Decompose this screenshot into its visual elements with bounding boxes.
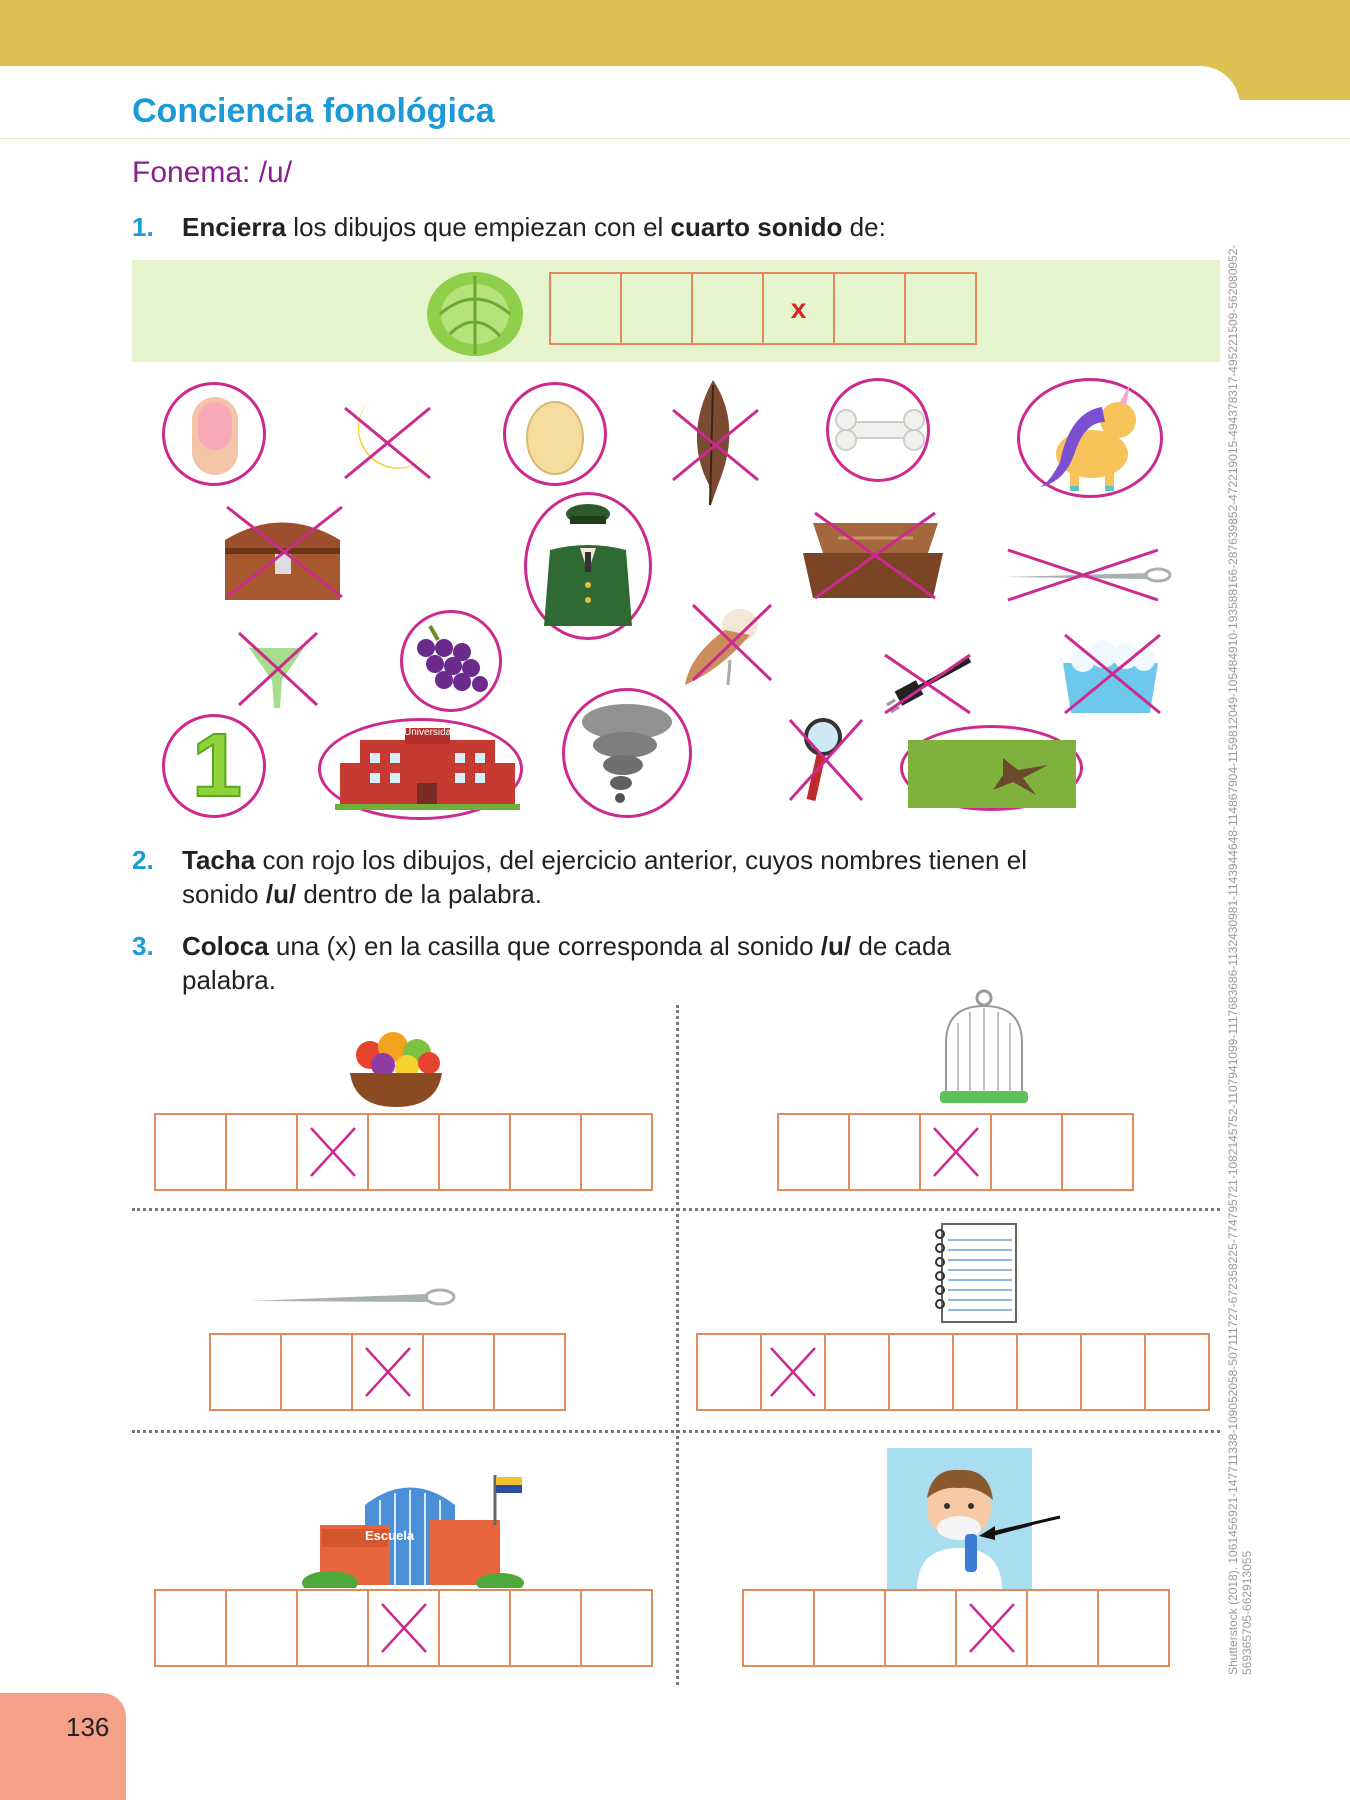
x-mark <box>303 1120 363 1184</box>
letter-box[interactable] <box>1026 1589 1099 1667</box>
letter-box[interactable] <box>1144 1333 1210 1411</box>
fingernail-icon <box>180 392 250 477</box>
letter-box[interactable] <box>154 1589 227 1667</box>
school-label: Escuela <box>365 1528 415 1543</box>
image-credit-line-2: 569365705-662913055 <box>1240 1550 1254 1675</box>
arrow-icon <box>975 1512 1065 1542</box>
letter-box-marked[interactable] <box>760 1333 826 1411</box>
letter-box[interactable] <box>422 1333 495 1411</box>
letter-box[interactable] <box>493 1333 566 1411</box>
unicorn-icon <box>1030 382 1150 497</box>
letter-box[interactable] <box>1080 1333 1146 1411</box>
exercise-3-bold: /u/ <box>820 931 852 961</box>
word-boxes-school <box>154 1589 653 1667</box>
egg-icon <box>522 394 588 476</box>
letter-box[interactable] <box>367 1113 440 1191</box>
exercise-2-text-a: con rojo los dibujos, del ejercicio anterior, cuyos nombres tienen el <box>255 845 1027 875</box>
letter-box[interactable] <box>742 1589 815 1667</box>
birdcage-icon <box>938 988 1030 1110</box>
grid-divider-vertical <box>676 1005 679 1685</box>
exercise-2-text-b: sonido <box>182 879 266 909</box>
fruit-basket-icon <box>345 1015 447 1110</box>
letter-box[interactable] <box>691 272 764 345</box>
word-boxes-notebook <box>696 1333 1210 1411</box>
footprint-icon <box>908 740 1076 808</box>
cross-mark <box>810 508 940 604</box>
word-boxes-shaving-boy <box>742 1589 1170 1667</box>
cross-mark <box>222 502 347 602</box>
x-mark <box>358 1340 418 1404</box>
image-credit <box>1226 175 1254 1675</box>
letter-box[interactable] <box>952 1333 1018 1411</box>
letter-box[interactable] <box>509 1113 582 1191</box>
exercise-2-text-c: dentro de la palabra. <box>296 879 542 909</box>
cross-mark <box>1060 630 1165 718</box>
x-mark <box>962 1596 1022 1660</box>
image-credit-line-1: Shutterstock (2018). 1061456921-147711338-109052058-507111727-672358225-774795721-1082145752-1107941099-1117683686-1132430981-1143944648-114867904-1159812049-105484910-193588166-287639852-472219015-494378317-495221509-562080952- <box>1226 244 1240 1675</box>
exercise-1-bold: cuarto sonido <box>670 212 843 242</box>
letter-box[interactable] <box>777 1113 850 1191</box>
page-title: Conciencia fonológica <box>132 92 495 130</box>
exercise-3-text-c: palabra. <box>182 965 276 995</box>
letter-box[interactable] <box>884 1589 957 1667</box>
header-rule <box>0 138 1350 139</box>
letter-box[interactable] <box>154 1113 227 1191</box>
university-label: Universidad <box>404 727 457 738</box>
letter-box[interactable] <box>1061 1113 1134 1191</box>
cross-mark <box>785 715 867 805</box>
x-mark <box>374 1596 434 1660</box>
exercise-3-text-a: una (x) en la casilla que corresponda al sonido <box>268 931 821 961</box>
tornado-icon <box>575 700 680 810</box>
letter-box[interactable] <box>1016 1333 1082 1411</box>
page-number: 136 <box>66 1712 110 1742</box>
exercise-3-number: 3. <box>132 931 154 961</box>
letter-box[interactable] <box>580 1113 653 1191</box>
cross-mark <box>234 628 322 710</box>
school-icon <box>300 1465 525 1588</box>
letter-box[interactable] <box>225 1113 298 1191</box>
letter-box[interactable] <box>813 1589 886 1667</box>
letter-box[interactable] <box>549 272 622 345</box>
letter-box[interactable] <box>580 1589 653 1667</box>
exercise-1-text-a: los dibujos que empiezan con el <box>286 212 671 242</box>
needle-icon <box>248 1285 458 1309</box>
exercise-3-verb: Coloca <box>182 931 269 961</box>
letter-box[interactable] <box>1097 1589 1170 1667</box>
exercise-2-verb: Tacha <box>182 845 256 875</box>
letter-box[interactable] <box>904 272 977 345</box>
letter-box[interactable] <box>438 1113 511 1191</box>
notebook-icon <box>930 1220 1020 1325</box>
exercise-3-instruction <box>132 929 951 997</box>
exercise-1-text-b: de: <box>842 212 886 242</box>
cross-mark <box>880 650 975 718</box>
letter-box[interactable] <box>833 272 906 345</box>
letter-box[interactable] <box>225 1589 298 1667</box>
letter-box-marked[interactable] <box>296 1113 369 1191</box>
x-mark <box>926 1120 986 1184</box>
exercise-1-verb: Encierra <box>182 212 287 242</box>
cross-mark <box>688 600 776 685</box>
number-one-icon: 1 <box>192 716 243 816</box>
exercise-2-instruction <box>132 843 1027 911</box>
letter-box-marked[interactable] <box>351 1333 424 1411</box>
letter-box-marked[interactable] <box>367 1589 440 1667</box>
cross-mark <box>1003 545 1163 605</box>
word-boxes-birdcage <box>777 1113 1134 1191</box>
x-mark <box>765 1340 821 1404</box>
exercise-2-number: 2. <box>132 845 154 875</box>
word-boxes-needle <box>209 1333 566 1411</box>
exercise-1-boxes <box>549 272 977 345</box>
word-boxes-fruit-basket <box>154 1113 653 1191</box>
cross-mark <box>668 405 763 485</box>
exercise-1-number: 1. <box>132 212 154 242</box>
bone-icon <box>830 400 930 460</box>
page-subtitle: Fonema: /u/ <box>132 156 293 189</box>
letter-box[interactable]: x <box>762 272 835 345</box>
letter-box[interactable] <box>620 272 693 345</box>
letter-box[interactable] <box>438 1589 511 1667</box>
exercise-2-bold: /u/ <box>265 879 297 909</box>
letter-box[interactable] <box>209 1333 282 1411</box>
letter-box-marked[interactable] <box>955 1589 1028 1667</box>
lettuce-icon <box>420 264 530 359</box>
letter-box[interactable] <box>848 1113 921 1191</box>
letter-box[interactable] <box>824 1333 890 1411</box>
uniform-icon <box>540 500 636 628</box>
exercise-3-text-b: de cada <box>851 931 951 961</box>
letter-box[interactable] <box>990 1113 1063 1191</box>
letter-box[interactable] <box>696 1333 762 1411</box>
grid-divider-horizontal <box>132 1208 1220 1211</box>
grid-divider-horizontal <box>132 1430 1220 1433</box>
cross-mark <box>340 403 435 483</box>
letter-box[interactable] <box>888 1333 954 1411</box>
exercise-1-instruction <box>132 210 886 244</box>
page-number-tab <box>0 1693 126 1800</box>
letter-box[interactable] <box>509 1589 582 1667</box>
letter-box-marked[interactable] <box>919 1113 992 1191</box>
grapes-icon <box>408 618 494 698</box>
letter-box[interactable] <box>296 1589 369 1667</box>
letter-box[interactable] <box>280 1333 353 1411</box>
